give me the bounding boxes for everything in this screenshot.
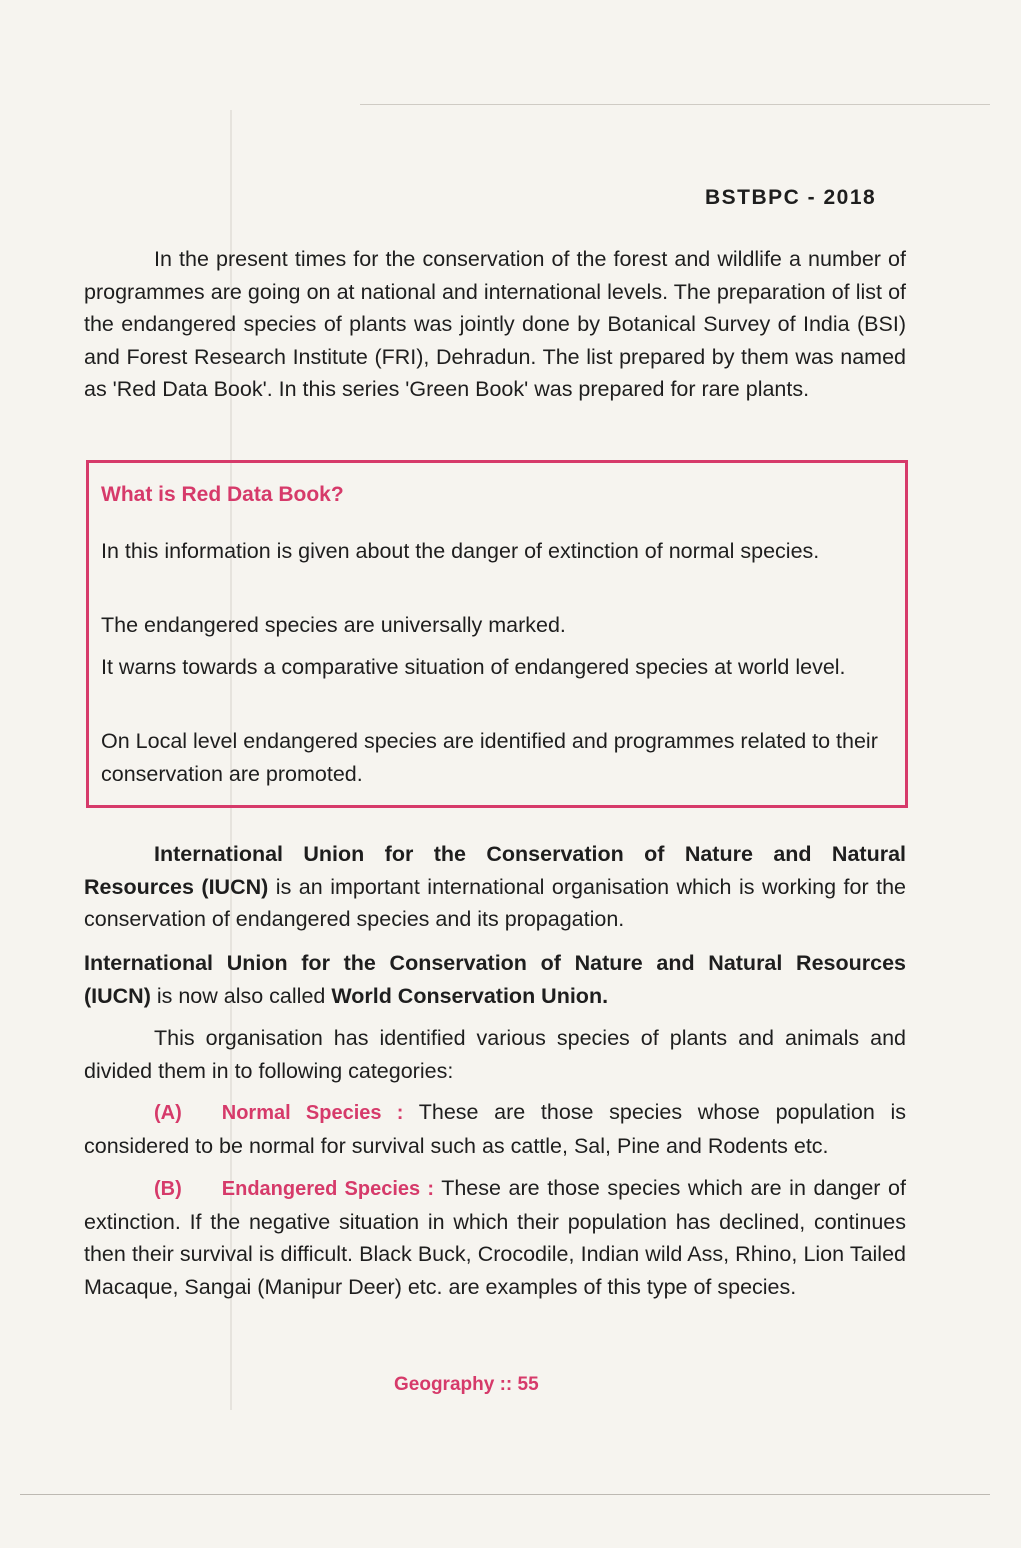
category-b-label: (B) [154,1178,182,1200]
iucn-name-2: International Union for the Conservation of Nature and Natural Resources (IUCN) [84,951,906,1008]
organisation-paragraph: This organisation has identified various species of plants and animals and divided them in to following categories: [84,1026,906,1083]
page-header: BSTBPC - 2018 [705,186,877,209]
world-conservation-union: World Conservation Union. [331,983,609,1008]
page-footer: Geography :: 55 [394,1374,539,1395]
iucn-rename-paragraph [84,947,906,1012]
category-a-name: Normal Species : [221,1102,404,1124]
red-data-book-box [86,460,908,808]
intro-paragraph: In the present times for the conservation of the forest and wildlife a number of programmes are going on at national and international levels. The preparation of list of the endangered species of plants was jointly done by Botanical Survey of India (BSI) and Forest Research Institute (FRI), Dehradun. The list prepared by them was named as 'Red Data Book'. In this series 'Green Book' was prepared for rare plants. [84,247,906,401]
top-rule [360,104,990,105]
iucn-rename-text: is now also called [150,983,332,1008]
box-title: What is Red Data Book? [101,483,344,506]
bottom-rule [20,1494,990,1495]
category-b-text: These are those species which are in danger of extinction. If the negative situation in which their population has declined, continues then their survival is difficult. Black Buck, Crocodile, Indian wild Ass, Rhino, Lion Tailed Macaque, Sangai (Manipur Deer) etc. are examples of this type of species. [84,1176,906,1299]
box-point-4: On Local level endangered species are identified and programmes related to their conservation are promoted. [101,729,878,786]
category-b [84,1172,906,1303]
category-a [84,1096,906,1162]
box-point-1: In this information is given about the danger of extinction of normal species. [101,539,820,563]
category-a-text: These are those species whose population is considered to be normal for survival such as cattle, Sal, Pine and Rodents etc. [84,1100,906,1158]
box-point-2: The endangered species are universally marked. [101,613,566,637]
iucn-text: is an important international organisation which is working for the conservation of endangered species and its propagation. [84,874,906,931]
box-point-3: It warns towards a comparative situation of endangered species at world level. [101,655,846,679]
iucn-name: International Union for the Conservation of Nature and Natural Resources (IUCN) [84,842,906,899]
category-b-name: Endangered Species : [221,1178,434,1200]
iucn-paragraph [84,838,906,936]
category-a-label: (A) [154,1102,182,1124]
